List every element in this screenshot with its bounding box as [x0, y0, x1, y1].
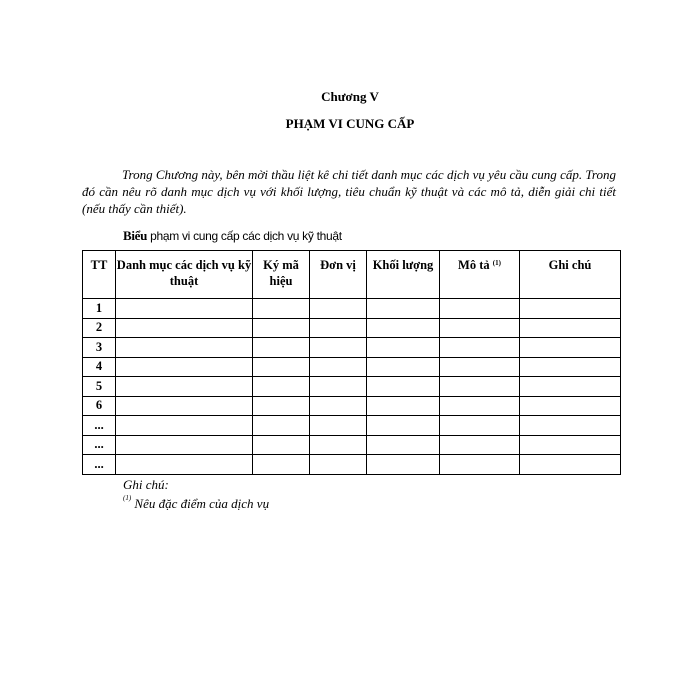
table-cell	[310, 416, 367, 436]
table-cell	[310, 455, 367, 475]
table-caption	[123, 228, 342, 244]
table-cell	[367, 299, 440, 319]
table-cell	[367, 435, 440, 455]
row-number: 6	[83, 396, 116, 416]
table-header-row	[83, 251, 621, 299]
table-cell	[310, 377, 367, 397]
header-mo-ta-label: Mô tả	[458, 258, 490, 272]
table-cell	[520, 455, 621, 475]
table-cell	[367, 377, 440, 397]
table-cell	[310, 435, 367, 455]
table-cell	[253, 318, 310, 338]
row-number: ...	[83, 416, 116, 436]
row-number: 5	[83, 377, 116, 397]
header-ky-ma-hieu: Ký mã hiệu	[253, 251, 310, 299]
table-cell	[367, 416, 440, 436]
table-row	[83, 318, 621, 338]
table-cell	[253, 416, 310, 436]
row-number: 1	[83, 299, 116, 319]
footnote-item	[123, 496, 269, 512]
row-number: ...	[83, 435, 116, 455]
table-cell	[520, 416, 621, 436]
table-cell	[367, 357, 440, 377]
table-cell	[116, 377, 253, 397]
header-ghi-chu: Ghi chú	[520, 251, 621, 299]
header-danh-muc: Danh mục các dịch vụ kỹ thuật	[116, 251, 253, 299]
table-cell	[253, 299, 310, 319]
table-cell	[310, 318, 367, 338]
table-row	[83, 338, 621, 358]
table-cell	[440, 357, 520, 377]
table-cell	[520, 299, 621, 319]
table-cell	[520, 318, 621, 338]
row-number: 2	[83, 318, 116, 338]
intro-paragraph: Trong Chương này, bên mời thầu liệt kê chi tiết danh mục các dịch vụ yêu cầu cung cấp. Trong đó cần nêu rõ danh mục dịch vụ với khối lượng, tiêu chuẩn kỹ thuật và các mô tả, diễn giải chi tiết (nếu thấy cần thiết).	[82, 167, 616, 216]
row-number: 4	[83, 357, 116, 377]
page-title: PHẠM VI CUNG CẤP	[285, 116, 415, 131]
table-cell	[440, 299, 520, 319]
table-row	[83, 299, 621, 319]
row-number: ...	[83, 455, 116, 475]
table-cell	[310, 357, 367, 377]
chapter-heading: Chương V	[321, 89, 379, 104]
footnote-text: Nêu đặc điểm của dịch vụ	[131, 496, 270, 511]
table-cell	[440, 455, 520, 475]
table-cell	[520, 435, 621, 455]
table-row	[83, 416, 621, 436]
table-cell	[253, 435, 310, 455]
table-cell	[367, 338, 440, 358]
table-cell	[253, 338, 310, 358]
table-cell	[520, 396, 621, 416]
header-mo-ta-footnote: (1)	[492, 259, 501, 267]
notes-heading: Ghi chú:	[123, 477, 169, 492]
table-cell	[367, 396, 440, 416]
table-cell	[116, 416, 253, 436]
table-cell	[310, 396, 367, 416]
table-cell	[116, 435, 253, 455]
table-caption-bold: Biểu	[123, 228, 148, 243]
table-cell	[116, 338, 253, 358]
table-cell	[520, 377, 621, 397]
footnote-marker: (1)	[123, 494, 132, 502]
header-tt: TT	[83, 251, 116, 299]
table-row	[83, 377, 621, 397]
table-cell	[310, 338, 367, 358]
header-mo-ta	[440, 251, 520, 299]
table-cell	[116, 357, 253, 377]
table-cell	[520, 357, 621, 377]
table-cell	[440, 377, 520, 397]
table-cell	[253, 396, 310, 416]
table-cell	[440, 435, 520, 455]
table-cell	[520, 338, 621, 358]
row-number: 3	[83, 338, 116, 358]
table-cell	[440, 318, 520, 338]
table-cell	[116, 299, 253, 319]
table-caption-text: phạm vi cung cấp các dịch vụ kỹ thuật	[147, 229, 342, 243]
service-scope-table	[82, 250, 621, 475]
table-row	[83, 435, 621, 455]
table-cell	[440, 338, 520, 358]
table-cell	[440, 416, 520, 436]
table-cell	[116, 455, 253, 475]
table-cell	[253, 455, 310, 475]
table-cell	[310, 299, 367, 319]
table-row	[83, 455, 621, 475]
table-row	[83, 357, 621, 377]
table-cell	[440, 396, 520, 416]
header-don-vi: Đơn vị	[310, 251, 367, 299]
table-cell	[367, 455, 440, 475]
header-khoi-luong: Khối lượng	[367, 251, 440, 299]
table-cell	[253, 377, 310, 397]
table-cell	[253, 357, 310, 377]
table-row	[83, 396, 621, 416]
table-cell	[367, 318, 440, 338]
table-cell	[116, 396, 253, 416]
table-cell	[116, 318, 253, 338]
